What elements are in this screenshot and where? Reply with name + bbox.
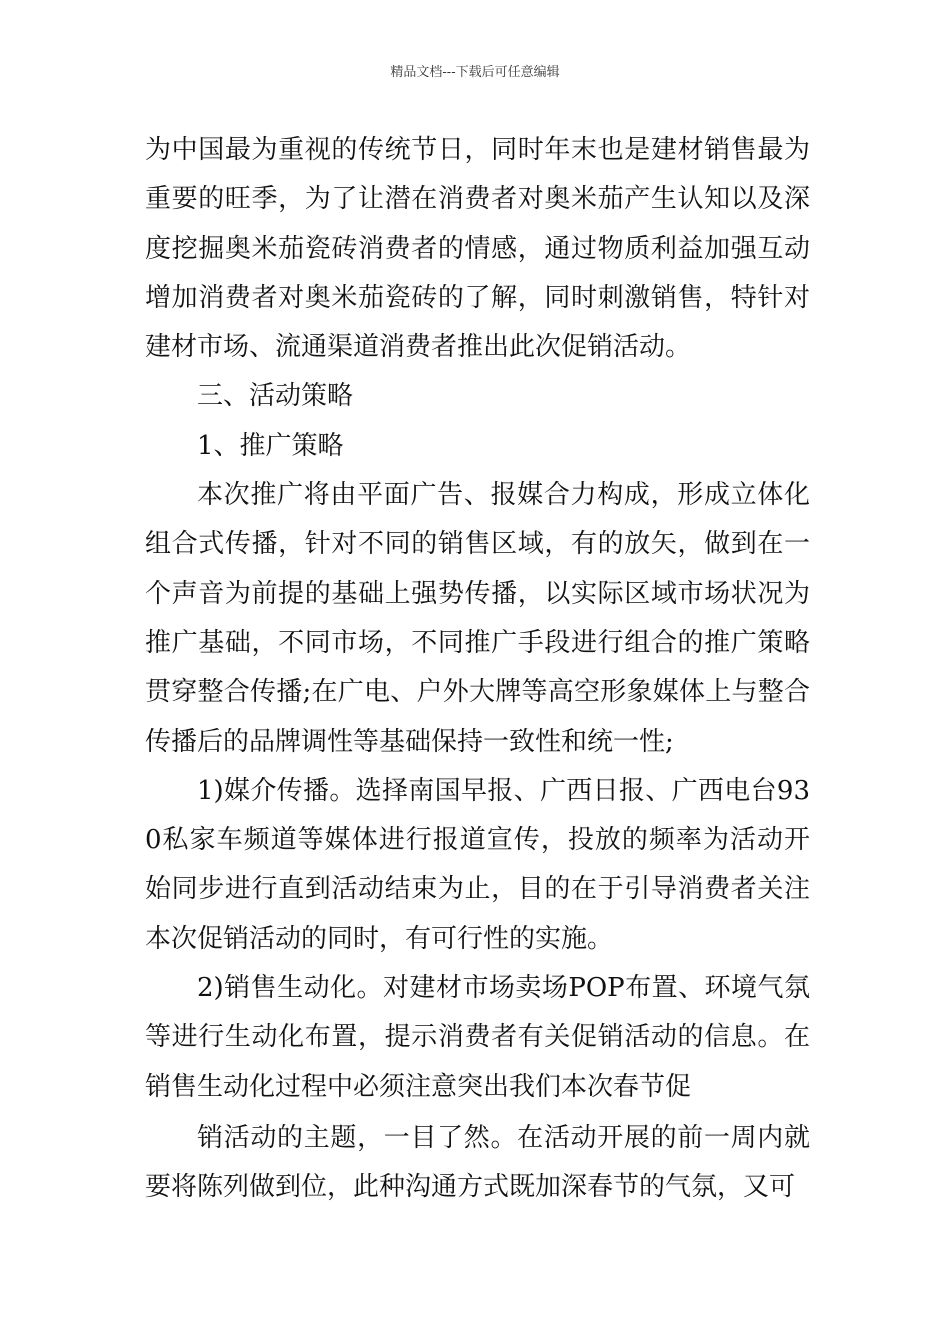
document-body — [145, 126, 810, 1213]
paragraph-media: 1)媒介传播。选择南国早报、广西日报、广西电台930私家车频道等媒体进行报道宣传，投放的频率为活动开始同步进行直到活动结束为止，目的在于引导消费者关注本次促销活动的同时，有可行性的实施。 — [145, 775, 810, 954]
paragraph-intro: 为中国最为重视的传统节日，同时年末也是建材销售最为重要的旺季，为了让潜在消费者对奥米茄产生认知以及深度挖掘奥米茄瓷砖消费者的情感，通过物质利益加强互动增加消费者对奥米茄瓷砖的了解，同时刺激销售，特针对建材市场、流通渠道消费者推出此次促销活动。 — [145, 135, 810, 363]
section-heading-activity-strategy: 三、活动策略 — [197, 381, 354, 412]
subsection-heading-promotion-strategy: 1、推广策略 — [197, 430, 344, 461]
paragraph-sales-vivid: 2)销售生动化。对建材市场卖场POP布置、环境气氛等进行生动化布置，提示消费者有关促销活动的信息。在销售生动化过程中必须注意突出我们本次春节促 — [145, 973, 810, 1102]
page-header: 精品文档---下载后可任意编辑 — [390, 65, 560, 80]
paragraph-theme: 销活动的主题，一目了然。在活动开展的前一周内就要将陈列做到位，此种沟通方式既加深春节的气氛，又可 — [145, 1122, 810, 1203]
paragraph-promotion: 本次推广将由平面广告、报媒合力构成，形成立体化组合式传播，针对不同的销售区域，有的放矢，做到在一个声音为前提的基础上强势传播，以实际区域市场状况为推广基础，不同市场，不同推广手段进行组合的推广策略贯穿整合传播;在广电、户外大牌等高空形象媒体上与整合传播后的品牌调性等基础保持一致性和统一性; — [145, 480, 810, 757]
